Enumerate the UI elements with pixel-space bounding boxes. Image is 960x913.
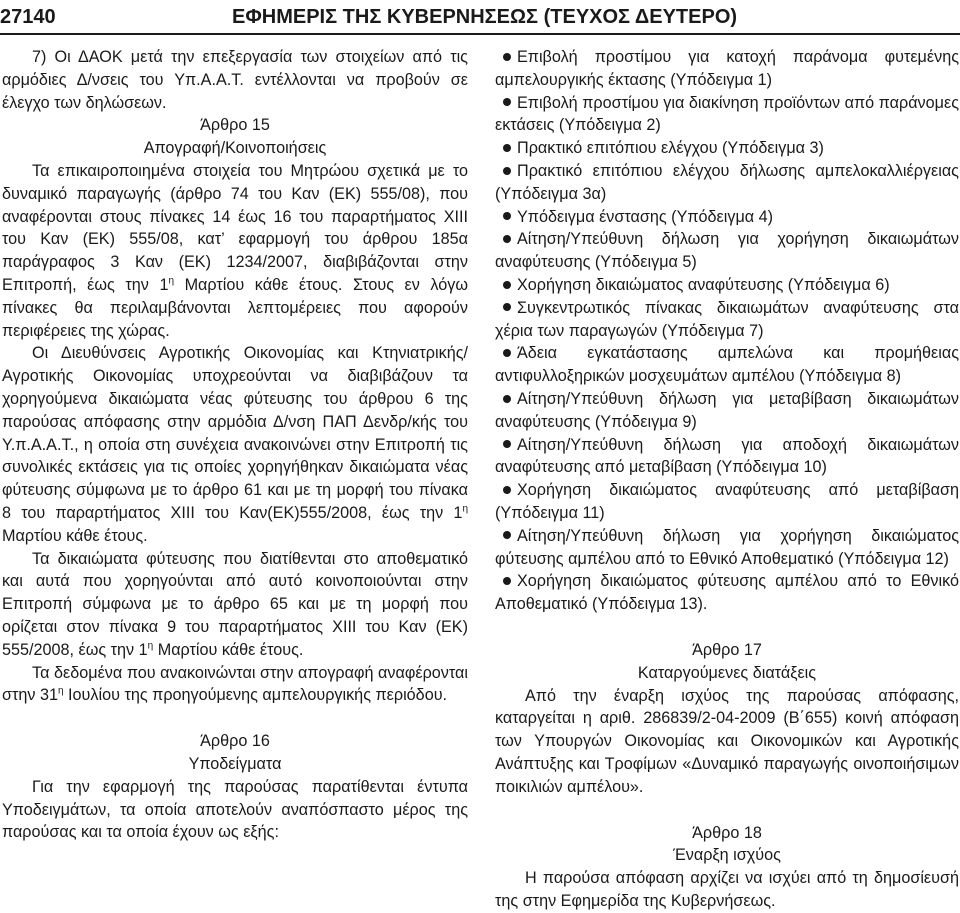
- spacer: [495, 616, 959, 639]
- list-item: Αίτηση/Υπεύθυνη δήλωση για μεταβίβαση δικαιωμάτων αναφύτευσης (Υπόδειγμα 9): [495, 389, 959, 431]
- list-item: Πρακτικό επιτόπιου ελέγχου δήλωσης αμπελοκαλλιέργειας (Υπόδειγμα 3α): [495, 161, 959, 203]
- article-16-heading: Άρθρο 16: [200, 732, 270, 751]
- list-item: Συγκεντρωτικός πίνακας δικαιωμάτων αναφύτευσης στα χέρια των παραγωγών (Υπόδειγμα 7): [495, 298, 959, 340]
- article-16-subtitle: Υποδείγματα: [188, 754, 282, 773]
- page-number: 27140: [0, 6, 56, 28]
- paragraph-intro: 7) Οι ΔΑΟΚ μετά την επεξεργασία των στοιχείων από τις αρμόδιες Δ/νσεις του Υπ.Α.Α.Τ. εντέλλονται να προβούν σε έλεγχο των δηλώσεων.: [2, 48, 468, 112]
- bullet-icon: [503, 212, 511, 220]
- bullet-icon: [503, 53, 511, 61]
- article-18-subtitle: Έναρξη ισχύος: [673, 846, 781, 865]
- list-item: Υπόδειγμα ένστασης (Υπόδειγμα 4): [495, 206, 959, 229]
- paragraph-directorates: Οι Διευθύνσεις Αγροτικής Οικονομίας και Κτηνιατρικής/ Αγροτικής Οικονομίας υποχρεούνται να διαβιβάζουν τα χορηγούμενα δικαιώματα νέας φύτευσης του άρθρου 6 της παρούσας απόφασης στην αρμόδια Δ/νση ΠΑΠ Δενδρ/κής του Υ.π.Α.Α.Τ., η οποία στη συνέχεια ανακοινώνει στην Επιτροπή τις συνολικές εκτάσεις για τις οποίες χορηγήθηκαν δικαιώματα νέας φύτευσης σύμφωνα με το άρθρο 61 και με τη μορφή του πίνακα 8 του παραρτήματος XIII του Καν(ΕΚ)555/2008, έως την $1^\eta$ Μαρτίου κάθε έτους.: [2, 344, 468, 545]
- bullet-icon: [503, 303, 511, 311]
- bullet-icon: [503, 235, 511, 243]
- article-18-heading: Άρθρο 18: [692, 823, 762, 842]
- list-item: Άδεια εγκατάστασης αμπελώνα και προμήθειας αντιφυλλοξηρικών μοσχευμάτων αμπέλου (Υπόδειγμα 8): [495, 344, 959, 386]
- bullet-icon: [503, 395, 511, 403]
- spacer: [495, 799, 959, 822]
- list-item: Χορήγηση δικαιώματος αναφύτευσης (Υπόδειγμα 6): [495, 274, 959, 297]
- paragraph-inventory: Τα επικαιροποιημένα στοιχεία του Μητρώου σχετικά με το δυναμικό παραγωγής (άρθρο 74 του Καν (ΕΚ) 555/08), που αναφέρονται στους πίνακες 14 έως 16 του παραρτήματος XIII του Καν (ΕΚ) 555/08, κατ’ εφαρμογή του άρθρου 185α παράγραφος 3 Καν (ΕΚ) 1234/2007, διαβιβάζονται στην Επιτροπή, έως την $1^\eta$ Μαρτίου κάθε έτους. Στους εν λόγω πίνακες θα περιλαμβάνονται λεπτομέρειες που αφορούν περιφέρειες της χώρας.: [2, 161, 469, 340]
- article-17-subtitle: Καταργούμενες διατάξεις: [637, 663, 817, 682]
- article-17-heading: Άρθρο 17: [692, 640, 762, 659]
- bullet-icon: [503, 486, 511, 494]
- paragraph-data-reference: Τα δεδομένα που ανακοινώνται στην απογραφή αναφέρονται στην $31^\eta$ Ιουλίου της προηγούμενης αμπελουργικής περιόδου.: [2, 663, 468, 705]
- list-item: Επιβολή προστίμου για κατοχή παράνομα φυτεμένης αμπελουργικής έκτασης (Υπόδειγμα 1): [495, 48, 959, 89]
- right-column: [495, 46, 959, 913]
- paragraph-templates: Για την εφαρμογή της παρούσας παρατίθενται έντυπα Υποδειγμάτων, τα οποία αποτελούν αναπόσπαστο μέρος της παρούσας και τα οποία έχουν ως εξής:: [2, 777, 468, 842]
- article-15-heading: Άρθρο 15: [200, 116, 270, 135]
- paragraph-repealed: Από την έναρξη ισχύος της παρούσας απόφασης, καταργείται η αριθ. 286839/2-04-2009 (Β΄655) κοινή απόφαση των Υπουργών Οικονομίας και Οικονομικών και Αγροτικής Ανάπτυξης και Τροφίμων «Δυναμικό παραγωγής οινοποιήσιμων ποικιλιών αμπέλου».: [495, 686, 959, 796]
- bullet-icon: [503, 281, 511, 289]
- bullet-icon: [503, 144, 511, 152]
- list-item: Αίτηση/Υπεύθυνη δήλωση για χορήγηση δικαιωμάτων αναφύτευσης (Υπόδειγμα 5): [495, 230, 959, 272]
- list-item: Αίτηση/Υπεύθυνη δήλωση για αποδοχή δικαιωμάτων αναφύτευσης από μεταβίβαση (Υπόδειγμα 10): [495, 435, 959, 477]
- bullet-icon: [503, 98, 511, 106]
- bullet-icon: [503, 531, 511, 539]
- list-item: Επιβολή προστίμου για διακίνηση προϊόντων από παράνομες εκτάσεις (Υπόδειγμα 2): [495, 93, 959, 135]
- page-header: [0, 0, 960, 34]
- paragraph-entry-into-force: Η παρούσα απόφαση αρχίζει να ισχύει από τη δημοσίευσή της στην Εφημερίδα της Κυβερνήσεως.: [495, 869, 959, 910]
- bullet-icon: [503, 349, 511, 357]
- bullet-icon: [503, 440, 511, 448]
- list-item: Χορήγηση δικαιώματος αναφύτευσης από μεταβίβαση (Υπόδειγμα 11): [495, 481, 959, 522]
- spacer: [2, 707, 468, 730]
- bullet-icon: [503, 577, 511, 585]
- list-item: Αίτηση/Υπεύθυνη δήλωση για χορήγηση δικαιώματος φύτευσης αμπέλου από το Εθνικό Αποθεματικό (Υπόδειγμα 12): [495, 526, 959, 568]
- gazette-title: ΕΦΗΜΕΡΙΣ ΤΗΣ ΚΥΒΕΡΝΗΣΕΩΣ (ΤΕΥΧΟΣ ΔΕΥΤΕΡΟ): [232, 6, 738, 28]
- list-item: Πρακτικό επιτόπιου ελέγχου (Υπόδειγμα 3): [495, 137, 959, 160]
- bullet-icon: [503, 167, 511, 175]
- paragraph-reserve: Τα δικαιώματα φύτευσης που διατίθενται στο αποθεματικό και αυτά που χορηγούνται από αυτό κοινοποιούνται στην Επιτροπή σύμφωνα με το άρθρο 65 και με τη μορφή που ορίζεται στον πίνακα 9 του παραρτήματος XIII του Καν (ΕΚ) 555/2008, έως την $1^\eta$ Μαρτίου κάθε έτους.: [2, 549, 468, 659]
- header-divider: [0, 33, 960, 35]
- left-column: [2, 46, 468, 844]
- article-15-subtitle: Απογραφή/Κοινοποιήσεις: [143, 139, 327, 158]
- list-item: Χορήγηση δικαιώματος φύτευσης αμπέλου από το Εθνικό Αποθεματικό (Υπόδειγμα 13).: [495, 572, 959, 614]
